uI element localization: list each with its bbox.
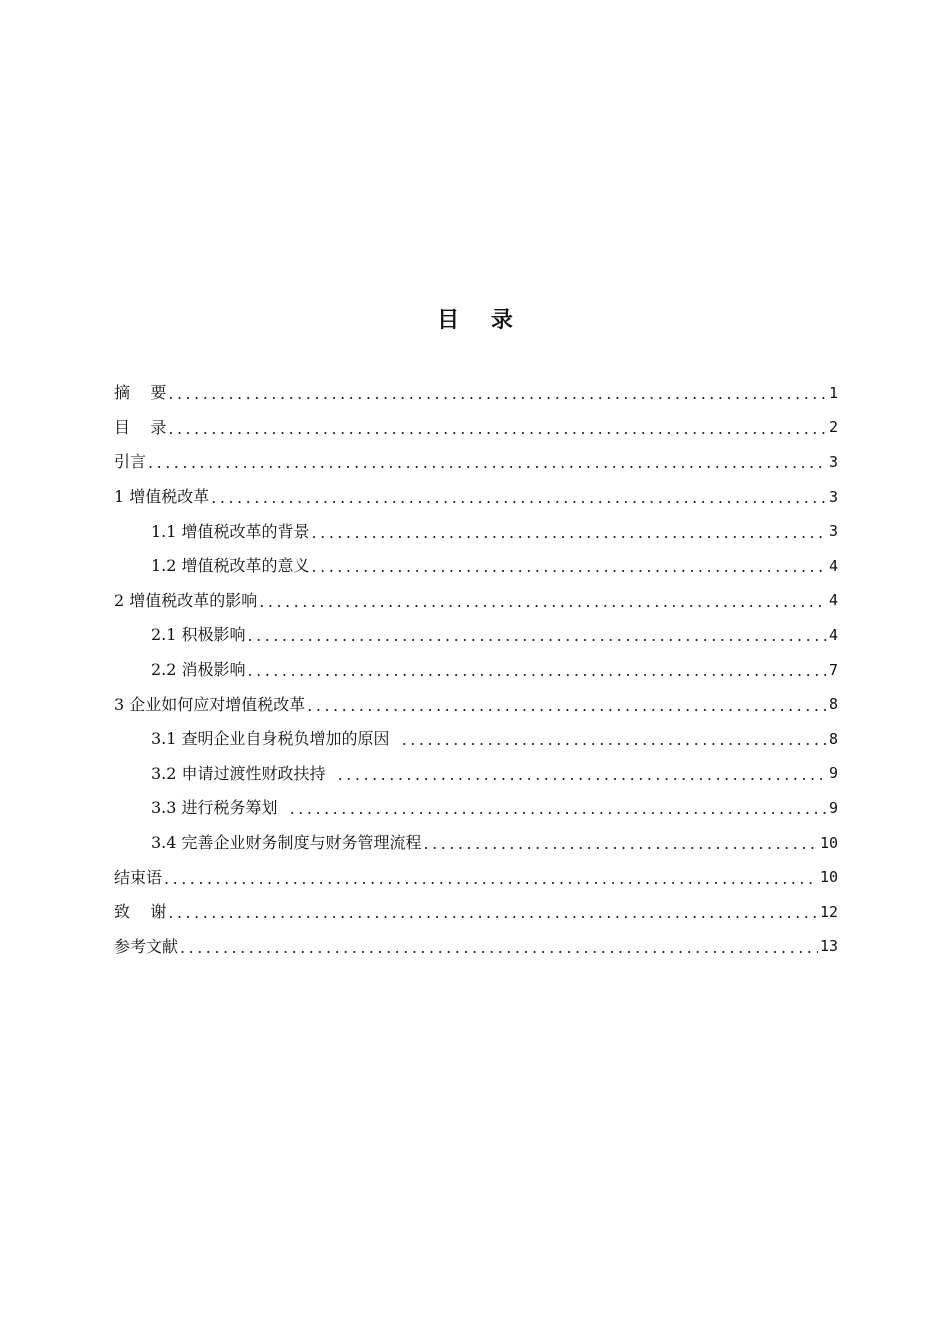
toc-entry-page: 9 (828, 798, 838, 817)
toc-entry-page: 2 (828, 418, 838, 437)
toc-entry[interactable] (114, 411, 838, 446)
toc-entry-label: 3.2 申请过渡性财政扶持 (151, 763, 336, 783)
toc-dot-leader (248, 628, 827, 644)
toc-dot-leader (164, 871, 818, 887)
toc-entry-label: 致 谢 (114, 902, 167, 922)
toc-entry[interactable] (114, 480, 838, 515)
toc-entry[interactable] (114, 445, 838, 480)
toc-dot-leader (402, 732, 827, 748)
toc-entry-label: 3.3 进行税务筹划 (151, 798, 288, 818)
toc-entry-page: 8 (828, 729, 838, 748)
toc-entry-page: 10 (819, 868, 838, 887)
toc-entry-page: 3 (828, 452, 838, 471)
page-title: 目 录 (437, 308, 525, 333)
toc-dot-leader (168, 421, 827, 437)
toc-dot-leader (180, 940, 818, 956)
toc-entry-label: 参考文献 (114, 936, 179, 956)
toc-entry-page: 4 (828, 625, 838, 644)
toc-entry[interactable] (114, 860, 838, 895)
toc-entry-label: 1 增值税改革 (114, 487, 210, 507)
toc-entry-page: 13 (819, 937, 838, 956)
toc-dot-leader (307, 698, 827, 714)
toc-dot-leader (424, 836, 818, 852)
toc-entry[interactable] (114, 895, 838, 930)
toc-entry-label: 引言 (114, 452, 147, 472)
toc-dot-leader (148, 455, 827, 471)
toc-dot-leader (168, 905, 818, 921)
toc-entry[interactable] (114, 757, 838, 792)
toc-entry[interactable] (114, 722, 838, 757)
toc-entry-page: 10 (819, 833, 838, 852)
toc-dot-leader (312, 525, 827, 541)
toc-entry-page: 8 (828, 695, 838, 714)
toc-entry-page: 3 (828, 522, 838, 541)
toc-entry-label: 2.2 消极影响 (151, 660, 246, 680)
toc-entry[interactable] (114, 514, 838, 549)
toc-entry-label: 2.1 积极影响 (151, 625, 246, 645)
toc-dot-leader (168, 386, 827, 402)
toc-entry-label: 1.2 增值税改革的意义 (151, 556, 310, 576)
toc-dot-leader (259, 594, 827, 610)
toc-entry[interactable] (114, 826, 838, 861)
toc-entry-page: 4 (828, 556, 838, 575)
toc-entry[interactable] (114, 687, 838, 722)
toc-entry-page: 12 (819, 902, 838, 921)
toc-dot-leader (248, 663, 827, 679)
toc-entry[interactable] (114, 584, 838, 619)
toc-entry-label: 3 企业如何应对增值税改革 (114, 694, 306, 714)
toc-entry-label: 3.1 查明企业自身税负增加的原因 (151, 729, 400, 749)
table-of-contents (114, 376, 838, 964)
toc-entry-page: 9 (828, 764, 838, 783)
toc-entry[interactable] (114, 653, 838, 688)
toc-entry-page: 7 (828, 660, 838, 679)
toc-entry-page: 3 (828, 487, 838, 506)
toc-entry-label: 1.1 增值税改革的背景 (151, 521, 310, 541)
toc-entry-label: 目 录 (114, 417, 167, 437)
toc-entry[interactable] (114, 376, 838, 411)
toc-entry-page: 4 (828, 591, 838, 610)
toc-entry-page: 1 (828, 383, 838, 402)
toc-dot-leader (290, 801, 827, 817)
toc-entry[interactable] (114, 791, 838, 826)
toc-entry[interactable] (114, 618, 838, 653)
toc-entry-label: 结束语 (114, 867, 163, 887)
toc-entry-label: 3.4 完善企业财务制度与财务管理流程 (151, 833, 422, 853)
toc-entry[interactable] (114, 549, 838, 584)
toc-dot-leader (211, 490, 827, 506)
toc-entry[interactable] (114, 930, 838, 965)
toc-entry-label: 摘 要 (114, 383, 167, 403)
toc-dot-leader (312, 559, 827, 575)
toc-entry-label: 2 增值税改革的影响 (114, 590, 258, 610)
toc-dot-leader (338, 767, 827, 783)
